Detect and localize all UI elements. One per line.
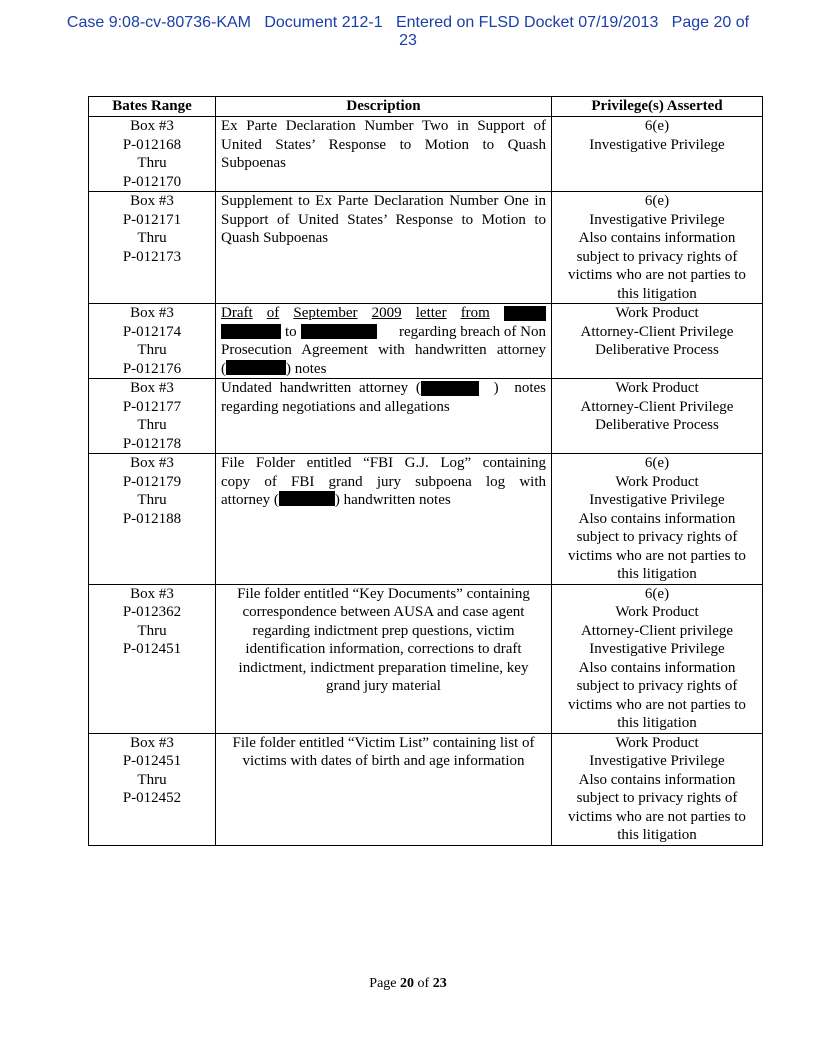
description-cell: Supplement to Ex Parte Declaration Number One in Support of United States’ Response to Motion to Quash Subpoenas xyxy=(216,192,552,304)
column-header-bates: Bates Range xyxy=(89,97,216,117)
privilege-line: victims who are not parties to xyxy=(568,547,746,564)
desc-word: from xyxy=(460,305,490,321)
footer-page-number: 20 xyxy=(400,976,415,991)
privilege-line: Investigative Privilege xyxy=(589,211,725,228)
desc-text: ) handwritten notes xyxy=(334,492,451,508)
privilege-line: Attorney-Client Privilege xyxy=(580,323,734,340)
docket-header-line1: Case 9:08-cv-80736-KAM Document 212-1 Entered on FLSD Docket 07/19/2013 Page 20 of xyxy=(66,14,750,31)
privilege-line: Attorney-Client Privilege xyxy=(580,398,734,415)
privilege-line: victims who are not parties to xyxy=(568,696,746,713)
privilege-cell xyxy=(552,379,763,454)
desc-word: September xyxy=(293,305,358,321)
privilege-line: Also contains information xyxy=(578,510,736,527)
bates-line: P-012451 xyxy=(122,641,182,657)
column-header-privileges: Privilege(s) Asserted xyxy=(552,97,763,117)
description-cell: Ex Parte Declaration Number Two in Support of United States’ Response to Motion to Quash Subpoenas xyxy=(216,117,552,192)
privilege-cell xyxy=(552,454,763,585)
bates-line: Thru xyxy=(137,342,167,358)
desc-text: ) notes xyxy=(286,360,327,377)
table-row xyxy=(89,733,763,845)
privilege-line: subject to privacy rights of xyxy=(576,790,738,806)
redaction-box xyxy=(279,491,335,506)
table-header-row xyxy=(89,97,763,117)
docket-header xyxy=(40,14,776,50)
footer-of-label: of xyxy=(417,976,430,991)
bates-line: Box #3 xyxy=(130,585,174,602)
privilege-line: Investigative Privilege xyxy=(589,641,725,657)
description-line: Prosecution Agreement with handwritten attorney xyxy=(221,342,546,358)
redaction-box xyxy=(421,381,479,396)
description-line xyxy=(221,360,546,379)
privilege-line: 6(e) xyxy=(644,193,670,209)
privilege-cell xyxy=(552,117,763,192)
footer-page-label: Page xyxy=(369,976,397,991)
privilege-line: Also contains information xyxy=(578,771,736,788)
desc-word: 2009 xyxy=(371,305,402,321)
bates-line: Box #3 xyxy=(130,380,174,396)
privilege-line: Work Product xyxy=(615,305,699,321)
privilege-line: Deliberative Process xyxy=(595,417,719,433)
privilege-line: Also contains information xyxy=(578,659,736,676)
privilege-cell xyxy=(552,192,763,304)
bates-cell xyxy=(89,733,216,845)
bates-line: Thru xyxy=(137,230,167,246)
description-cell xyxy=(216,304,552,379)
table-row xyxy=(89,454,763,585)
redaction-box xyxy=(504,306,546,321)
privilege-line: Investigative Privilege xyxy=(589,753,725,769)
desc-text: Undated handwritten attorney ( xyxy=(221,380,421,396)
description-line: copy of FBI grand jury subpoena log with xyxy=(221,473,546,490)
privilege-line: this litigation xyxy=(617,715,697,731)
table-row xyxy=(89,192,763,304)
table-row xyxy=(89,117,763,192)
privilege-line: Deliberative Process xyxy=(595,342,719,358)
desc-word: of xyxy=(266,305,280,321)
bates-line: P-012451 xyxy=(122,753,182,769)
privilege-cell xyxy=(552,733,763,845)
privilege-line: subject to privacy rights of xyxy=(576,529,738,545)
redaction-box xyxy=(226,360,286,375)
bates-line: P-012174 xyxy=(122,323,182,340)
privilege-log-table xyxy=(88,96,763,846)
bates-line: Box #3 xyxy=(130,118,174,134)
desc-word: Draft xyxy=(221,305,253,321)
desc-word: to xyxy=(285,323,297,340)
privilege-line: victims who are not parties to xyxy=(568,808,746,825)
bates-cell xyxy=(89,379,216,454)
privilege-line: this litigation xyxy=(617,827,697,843)
bates-line: P-012176 xyxy=(122,360,182,377)
bates-line: Thru xyxy=(137,417,167,433)
description-line: regarding negotiations and allegations xyxy=(221,398,450,415)
bates-line: Box #3 xyxy=(130,734,174,751)
description-cell: File folder entitled “Key Documents” containing correspondence between AUSA and case agent regarding indictment prep questions, victim identification information, corrections to draft indictment, indictment preparation timeline, key grand jury material xyxy=(216,584,552,733)
desc-text: attorney ( xyxy=(221,492,279,508)
privilege-line: 6(e) xyxy=(644,118,670,134)
privilege-line: Investigative Privilege xyxy=(589,492,725,508)
privilege-cell xyxy=(552,584,763,733)
privilege-line: Investigative Privilege xyxy=(589,136,725,153)
docket-header-line2: 23 xyxy=(399,32,417,49)
privilege-line: subject to privacy rights of xyxy=(576,248,738,265)
bates-line: P-012452 xyxy=(122,790,182,806)
bates-line: Box #3 xyxy=(130,305,174,321)
redaction-box xyxy=(301,324,377,339)
privilege-line: victims who are not parties to xyxy=(568,267,746,283)
bates-line: P-012168 xyxy=(122,136,182,153)
description-line xyxy=(221,304,546,323)
table-row xyxy=(89,304,763,379)
bates-line: Thru xyxy=(137,492,167,508)
description-cell: File folder entitled “Victim List” containing list of victims with dates of birth and age information xyxy=(216,733,552,845)
page-footer xyxy=(0,976,816,992)
privilege-line: Work Product xyxy=(615,380,699,396)
privilege-line: subject to privacy rights of xyxy=(576,678,738,694)
privilege-line: Work Product xyxy=(615,473,699,490)
table-row xyxy=(89,584,763,733)
bates-line: P-012173 xyxy=(122,248,182,265)
privilege-line: Attorney-Client privilege xyxy=(580,622,734,639)
bates-line: Box #3 xyxy=(130,455,174,471)
desc-word: letter xyxy=(415,305,447,321)
privilege-line: 6(e) xyxy=(644,585,670,602)
description-line xyxy=(221,491,546,510)
desc-text: regarding breach of Non xyxy=(398,323,546,340)
privilege-line: Work Product xyxy=(615,734,699,751)
bates-line: Thru xyxy=(137,771,167,788)
bates-cell xyxy=(89,584,216,733)
bates-line: P-012177 xyxy=(122,398,182,415)
bates-cell xyxy=(89,192,216,304)
bates-line: P-012362 xyxy=(122,604,182,620)
privilege-cell xyxy=(552,304,763,379)
privilege-line: Work Product xyxy=(615,604,699,620)
bates-line: Thru xyxy=(137,622,167,639)
description-line xyxy=(221,379,546,398)
bates-line: Thru xyxy=(137,155,167,171)
description-cell xyxy=(216,454,552,585)
bates-line: P-012170 xyxy=(122,173,182,190)
table-row xyxy=(89,379,763,454)
column-header-description: Description xyxy=(216,97,552,117)
desc-text: ) notes xyxy=(493,380,546,396)
desc-text: ( xyxy=(221,360,226,377)
bates-line: P-012188 xyxy=(122,510,182,527)
bates-line: Box #3 xyxy=(130,193,174,209)
bates-cell xyxy=(89,454,216,585)
bates-line: P-012178 xyxy=(122,435,182,452)
redaction-box xyxy=(221,324,281,339)
description-line xyxy=(221,323,546,342)
bates-cell xyxy=(89,117,216,192)
privilege-line: 6(e) xyxy=(644,455,670,471)
privilege-line: Also contains information xyxy=(578,230,736,246)
description-line: File Folder entitled “FBI G.J. Log” containing xyxy=(221,455,546,471)
privilege-line: this litigation xyxy=(617,285,697,302)
description-cell xyxy=(216,379,552,454)
bates-line: P-012171 xyxy=(122,211,182,228)
footer-total-pages: 23 xyxy=(432,976,447,991)
bates-cell xyxy=(89,304,216,379)
privilege-line: this litigation xyxy=(617,566,697,582)
bates-line: P-012179 xyxy=(122,473,182,490)
